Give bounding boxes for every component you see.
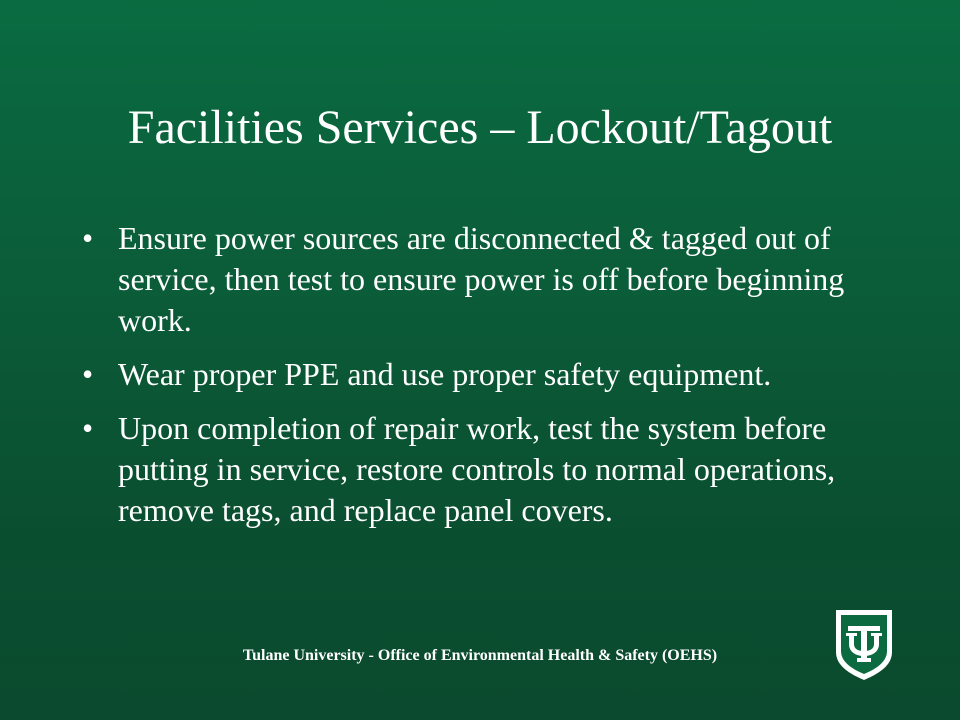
bullet-item [82, 218, 882, 341]
bullet-marker: • [82, 220, 94, 256]
bullet-marker: • [82, 410, 94, 446]
bullet-item [82, 354, 882, 395]
bullet-marker: • [82, 356, 94, 392]
slide-title: Facilities Services – Lockout/Tagout [127, 101, 833, 154]
bullet-list [82, 218, 882, 544]
footer-text: Tulane University - Office of Environmental Health & Safety (OEHS) [242, 647, 718, 664]
bullet-text: Wear proper PPE and use proper safety equipment. [118, 356, 772, 392]
bullet-text: Ensure power sources are disconnected & tagged out of service, then test to ensure power is off before beginning work. [118, 220, 845, 338]
bullet-item [82, 408, 882, 531]
bullet-text: Upon completion of repair work, test the system before putting in service, restore controls to normal operations, remove tags, and replace panel covers. [118, 410, 836, 528]
tulane-shield-logo-icon [834, 608, 894, 682]
